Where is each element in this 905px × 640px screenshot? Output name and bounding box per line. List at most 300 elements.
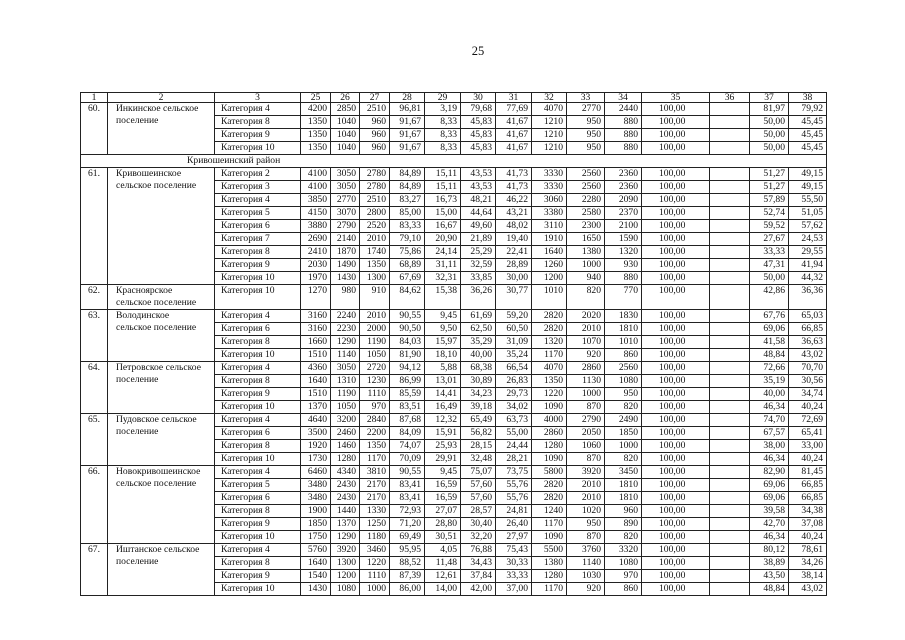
value-col-28: 87,39	[390, 570, 425, 583]
data-table	[80, 92, 827, 596]
value-col-25: 3160	[301, 323, 331, 336]
value-col-25: 1350	[301, 142, 331, 155]
value-col-27: 2010	[360, 233, 390, 246]
value-col-33: 820	[567, 285, 605, 310]
value-col-30: 61,69	[461, 310, 496, 323]
value-col-37: 46,34	[750, 453, 789, 466]
value-col-33: 1650	[567, 233, 605, 246]
value-col-27: 2200	[360, 427, 390, 440]
value-col-35: 100,00	[642, 375, 710, 388]
value-col-38: 65,03	[789, 310, 827, 323]
category-cell: Категория 10	[215, 142, 301, 155]
value-col-29: 16,67	[425, 220, 461, 233]
value-col-35: 100,00	[642, 233, 710, 246]
value-col-36	[710, 285, 750, 310]
value-col-34: 1810	[605, 479, 642, 492]
value-col-30: 57,60	[461, 492, 496, 505]
value-col-37: 47,31	[750, 259, 789, 272]
value-col-36	[710, 453, 750, 466]
value-col-32: 1170	[532, 583, 567, 596]
value-col-27: 2170	[360, 492, 390, 505]
page-number: 25	[471, 44, 485, 58]
value-col-30: 35,29	[461, 336, 496, 349]
value-col-25: 1900	[301, 505, 331, 518]
value-col-34: 1080	[605, 375, 642, 388]
value-col-36	[710, 414, 750, 427]
value-col-34: 3450	[605, 466, 642, 479]
value-col-29: 15,11	[425, 168, 461, 181]
value-col-35: 100,00	[642, 570, 710, 583]
value-col-33: 1060	[567, 440, 605, 453]
category-cell: Категория 2	[215, 168, 301, 181]
value-col-26: 1490	[331, 259, 360, 272]
row-number: 61.	[81, 168, 108, 285]
category-cell: Категория 8	[215, 440, 301, 453]
value-col-38: 40,24	[789, 531, 827, 544]
value-col-30: 37,84	[461, 570, 496, 583]
value-col-35: 100,00	[642, 479, 710, 492]
value-col-36	[710, 142, 750, 155]
value-col-29: 15,00	[425, 207, 461, 220]
value-col-32: 1280	[532, 440, 567, 453]
value-col-28: 84,89	[390, 168, 425, 181]
category-cell: Категория 8	[215, 116, 301, 129]
value-col-27: 2800	[360, 207, 390, 220]
category-cell: Категория 6	[215, 220, 301, 233]
value-col-29: 8,33	[425, 142, 461, 155]
value-col-25: 1850	[301, 518, 331, 531]
category-cell: Категория 4	[215, 414, 301, 427]
value-col-32: 1090	[532, 453, 567, 466]
header-row	[81, 93, 827, 103]
value-col-29: 4,05	[425, 544, 461, 557]
value-col-35: 100,00	[642, 336, 710, 349]
row-number: 63.	[81, 310, 108, 362]
value-col-25: 1270	[301, 285, 331, 310]
value-col-33: 2770	[567, 103, 605, 116]
value-col-28: 84,09	[390, 427, 425, 440]
header-col-29: 29	[425, 93, 461, 103]
value-col-29: 8,33	[425, 116, 461, 129]
value-col-32: 4070	[532, 103, 567, 116]
value-col-37: 27,67	[750, 233, 789, 246]
value-col-28: 71,20	[390, 518, 425, 531]
value-col-31: 75,43	[496, 544, 532, 557]
value-col-25: 2410	[301, 246, 331, 259]
value-col-31: 33,33	[496, 570, 532, 583]
value-col-29: 11,48	[425, 557, 461, 570]
value-col-27: 1250	[360, 518, 390, 531]
settlement-name: Инкинское сельское поселение	[108, 103, 215, 155]
value-col-28: 96,81	[390, 103, 425, 116]
settlement-name: Петровское сельское поселение	[108, 362, 215, 414]
value-col-31: 63,73	[496, 414, 532, 427]
value-col-28: 72,93	[390, 505, 425, 518]
value-col-32: 1220	[532, 388, 567, 401]
value-col-33: 920	[567, 583, 605, 596]
value-col-37: 69,06	[750, 323, 789, 336]
header-col-38: 38	[789, 93, 827, 103]
value-col-34: 960	[605, 505, 642, 518]
value-col-27: 2720	[360, 362, 390, 375]
value-col-35: 100,00	[642, 168, 710, 181]
value-col-28: 70,09	[390, 453, 425, 466]
value-col-31: 59,20	[496, 310, 532, 323]
category-cell: Категория 3	[215, 181, 301, 194]
value-col-37: 67,57	[750, 427, 789, 440]
value-col-35: 100,00	[642, 401, 710, 414]
value-col-38: 45,45	[789, 142, 827, 155]
value-col-27: 1050	[360, 349, 390, 362]
value-col-31: 66,54	[496, 362, 532, 375]
value-col-33: 950	[567, 129, 605, 142]
value-col-27: 1740	[360, 246, 390, 259]
category-cell: Категория 10	[215, 531, 301, 544]
value-col-31: 30,33	[496, 557, 532, 570]
value-col-27: 1350	[360, 259, 390, 272]
category-cell: Категория 5	[215, 207, 301, 220]
value-col-29: 29,91	[425, 453, 461, 466]
value-col-25: 4150	[301, 207, 331, 220]
value-col-34: 3320	[605, 544, 642, 557]
value-col-34: 1810	[605, 323, 642, 336]
value-col-37: 51,27	[750, 168, 789, 181]
value-col-34: 1810	[605, 492, 642, 505]
value-col-31: 37,00	[496, 583, 532, 596]
row-number: 67.	[81, 544, 108, 596]
value-col-34: 860	[605, 583, 642, 596]
value-col-37: 42,86	[750, 285, 789, 310]
category-cell: Категория 9	[215, 388, 301, 401]
value-col-26: 3050	[331, 168, 360, 181]
value-col-38: 36,36	[789, 285, 827, 310]
value-col-36	[710, 310, 750, 323]
value-col-32: 1170	[532, 518, 567, 531]
value-col-38: 33,00	[789, 440, 827, 453]
value-col-26: 1310	[331, 375, 360, 388]
value-col-28: 86,00	[390, 583, 425, 596]
value-col-25: 3480	[301, 492, 331, 505]
value-col-36	[710, 246, 750, 259]
value-col-36	[710, 401, 750, 414]
value-col-28: 84,03	[390, 336, 425, 349]
value-col-26: 2460	[331, 427, 360, 440]
value-col-26: 1440	[331, 505, 360, 518]
value-col-27: 2780	[360, 168, 390, 181]
value-col-38: 66,85	[789, 492, 827, 505]
settlement-name: Пудовское сельское поселение	[108, 414, 215, 466]
value-col-37: 35,19	[750, 375, 789, 388]
value-col-25: 1660	[301, 336, 331, 349]
value-col-29: 15,91	[425, 427, 461, 440]
value-col-28: 81,90	[390, 349, 425, 362]
value-col-36	[710, 479, 750, 492]
value-col-30: 28,57	[461, 505, 496, 518]
value-col-26: 1040	[331, 116, 360, 129]
value-col-32: 1260	[532, 259, 567, 272]
value-col-33: 2010	[567, 323, 605, 336]
category-cell: Категория 6	[215, 323, 301, 336]
value-col-33: 1140	[567, 557, 605, 570]
value-col-32: 2820	[532, 492, 567, 505]
value-col-30: 32,48	[461, 453, 496, 466]
header-col-27: 27	[360, 93, 390, 103]
value-col-25: 4360	[301, 362, 331, 375]
table-row	[81, 103, 827, 116]
settlement-name: Кривошеинское сельское поселение	[108, 168, 215, 285]
value-col-29: 12,61	[425, 570, 461, 583]
category-cell: Категория 8	[215, 375, 301, 388]
category-cell: Категория 8	[215, 557, 301, 570]
value-col-36	[710, 466, 750, 479]
value-col-38: 34,38	[789, 505, 827, 518]
value-col-26: 1280	[331, 453, 360, 466]
category-cell: Категория 4	[215, 103, 301, 116]
value-col-34: 1590	[605, 233, 642, 246]
category-cell: Категория 10	[215, 583, 301, 596]
value-col-38: 79,92	[789, 103, 827, 116]
value-col-30: 68,38	[461, 362, 496, 375]
value-col-28: 75,86	[390, 246, 425, 259]
value-col-30: 39,18	[461, 401, 496, 414]
value-col-27: 1110	[360, 570, 390, 583]
value-col-38: 44,32	[789, 272, 827, 285]
value-col-32: 1320	[532, 336, 567, 349]
value-col-27: 2000	[360, 323, 390, 336]
value-col-34: 880	[605, 272, 642, 285]
value-col-29: 32,31	[425, 272, 461, 285]
value-col-28: 91,67	[390, 116, 425, 129]
value-col-35: 100,00	[642, 285, 710, 310]
value-col-34: 950	[605, 388, 642, 401]
value-col-37: 48,84	[750, 349, 789, 362]
value-col-38: 49,15	[789, 181, 827, 194]
value-col-27: 1180	[360, 531, 390, 544]
value-col-38: 45,45	[789, 129, 827, 142]
value-col-34: 1830	[605, 310, 642, 323]
value-col-28: 83,33	[390, 220, 425, 233]
value-col-33: 2020	[567, 310, 605, 323]
value-col-29: 8,33	[425, 129, 461, 142]
value-col-32: 1090	[532, 401, 567, 414]
value-col-38: 38,14	[789, 570, 827, 583]
value-col-25: 1350	[301, 129, 331, 142]
value-col-26: 3050	[331, 362, 360, 375]
table-row	[81, 544, 827, 557]
value-col-28: 85,00	[390, 207, 425, 220]
value-col-34: 860	[605, 349, 642, 362]
value-col-25: 1350	[301, 116, 331, 129]
category-cell: Категория 4	[215, 362, 301, 375]
value-col-28: 87,68	[390, 414, 425, 427]
header-col-35: 35	[642, 93, 710, 103]
value-col-31: 30,77	[496, 285, 532, 310]
value-col-32: 1910	[532, 233, 567, 246]
value-col-35: 100,00	[642, 466, 710, 479]
value-col-33: 2300	[567, 220, 605, 233]
value-col-37: 46,34	[750, 531, 789, 544]
value-col-31: 28,21	[496, 453, 532, 466]
category-cell: Категория 8	[215, 505, 301, 518]
value-col-32: 3380	[532, 207, 567, 220]
value-col-25: 1510	[301, 349, 331, 362]
value-col-30: 21,89	[461, 233, 496, 246]
value-col-35: 100,00	[642, 362, 710, 375]
value-col-33: 1130	[567, 375, 605, 388]
value-col-25: 4200	[301, 103, 331, 116]
value-col-36	[710, 181, 750, 194]
value-col-36	[710, 557, 750, 570]
value-col-32: 1170	[532, 349, 567, 362]
header-col-2: 2	[108, 93, 215, 103]
value-col-38: 43,02	[789, 583, 827, 596]
value-col-26: 1300	[331, 557, 360, 570]
value-col-38: 51,05	[789, 207, 827, 220]
value-col-37: 50,00	[750, 142, 789, 155]
table-row	[81, 362, 827, 375]
value-col-38: 40,24	[789, 453, 827, 466]
value-col-25: 1370	[301, 401, 331, 414]
value-col-32: 2820	[532, 323, 567, 336]
value-col-31: 19,40	[496, 233, 532, 246]
value-col-27: 2170	[360, 479, 390, 492]
value-col-25: 3880	[301, 220, 331, 233]
category-cell: Категория 5	[215, 479, 301, 492]
value-col-29: 31,11	[425, 259, 461, 272]
value-col-26: 2140	[331, 233, 360, 246]
value-col-32: 3330	[532, 168, 567, 181]
value-col-28: 94,12	[390, 362, 425, 375]
value-col-25: 2030	[301, 259, 331, 272]
table-row	[81, 168, 827, 181]
value-col-33: 2010	[567, 492, 605, 505]
value-col-29: 30,51	[425, 531, 461, 544]
value-col-36	[710, 531, 750, 544]
value-col-31: 77,69	[496, 103, 532, 116]
value-col-32: 1350	[532, 375, 567, 388]
category-cell: Категория 7	[215, 233, 301, 246]
value-col-30: 25,29	[461, 246, 496, 259]
value-col-29: 16,59	[425, 479, 461, 492]
value-col-34: 2440	[605, 103, 642, 116]
value-col-28: 86,99	[390, 375, 425, 388]
value-col-33: 2790	[567, 414, 605, 427]
value-col-34: 770	[605, 285, 642, 310]
value-col-30: 49,60	[461, 220, 496, 233]
value-col-26: 1190	[331, 388, 360, 401]
value-col-36	[710, 544, 750, 557]
value-col-31: 30,00	[496, 272, 532, 285]
value-col-27: 1170	[360, 453, 390, 466]
header-col-3: 3	[215, 93, 301, 103]
table-row	[81, 414, 827, 427]
value-col-25: 1970	[301, 272, 331, 285]
category-cell: Категория 10	[215, 285, 301, 310]
value-col-30: 56,82	[461, 427, 496, 440]
value-col-27: 1000	[360, 583, 390, 596]
value-col-29: 5,88	[425, 362, 461, 375]
value-col-30: 45,83	[461, 129, 496, 142]
value-col-29: 15,97	[425, 336, 461, 349]
header-col-32: 32	[532, 93, 567, 103]
value-col-31: 41,73	[496, 168, 532, 181]
value-col-36	[710, 259, 750, 272]
value-col-35: 100,00	[642, 142, 710, 155]
value-col-35: 100,00	[642, 583, 710, 596]
value-col-38: 81,45	[789, 466, 827, 479]
value-col-34: 1000	[605, 440, 642, 453]
value-col-33: 1030	[567, 570, 605, 583]
value-col-32: 1240	[532, 505, 567, 518]
value-col-33: 1020	[567, 505, 605, 518]
value-col-35: 100,00	[642, 323, 710, 336]
value-col-32: 1210	[532, 116, 567, 129]
value-col-28: 74,07	[390, 440, 425, 453]
value-col-26: 1080	[331, 583, 360, 596]
header-col-37: 37	[750, 93, 789, 103]
value-col-35: 100,00	[642, 259, 710, 272]
value-col-35: 100,00	[642, 207, 710, 220]
settlement-name: Новокривошеинское сельское поселение	[108, 466, 215, 544]
value-col-33: 2050	[567, 427, 605, 440]
value-col-36	[710, 194, 750, 207]
value-col-25: 4100	[301, 181, 331, 194]
header-col-36: 36	[710, 93, 750, 103]
value-col-25: 3480	[301, 479, 331, 492]
value-col-26: 1050	[331, 401, 360, 414]
category-cell: Категория 10	[215, 401, 301, 414]
value-col-30: 40,00	[461, 349, 496, 362]
value-col-37: 40,00	[750, 388, 789, 401]
value-col-26: 4340	[331, 466, 360, 479]
value-col-37: 50,00	[750, 272, 789, 285]
value-col-29: 14,00	[425, 583, 461, 596]
value-col-34: 1010	[605, 336, 642, 349]
value-col-25: 6460	[301, 466, 331, 479]
value-col-26: 2430	[331, 492, 360, 505]
value-col-34: 2370	[605, 207, 642, 220]
value-col-26: 3070	[331, 207, 360, 220]
value-col-36	[710, 518, 750, 531]
row-number: 60.	[81, 103, 108, 155]
value-col-34: 820	[605, 453, 642, 466]
value-col-29: 18,10	[425, 349, 461, 362]
value-col-31: 28,89	[496, 259, 532, 272]
value-col-30: 36,26	[461, 285, 496, 310]
value-col-30: 42,00	[461, 583, 496, 596]
value-col-32: 1280	[532, 570, 567, 583]
value-col-33: 950	[567, 142, 605, 155]
value-col-36	[710, 570, 750, 583]
row-number: 66.	[81, 466, 108, 544]
value-col-32: 1640	[532, 246, 567, 259]
value-col-25: 3500	[301, 427, 331, 440]
value-col-29: 16,73	[425, 194, 461, 207]
value-col-30: 30,89	[461, 375, 496, 388]
value-col-29: 20,90	[425, 233, 461, 246]
value-col-28: 83,51	[390, 401, 425, 414]
value-col-27: 1110	[360, 388, 390, 401]
value-col-27: 910	[360, 285, 390, 310]
value-col-38: 36,63	[789, 336, 827, 349]
value-col-37: 82,90	[750, 466, 789, 479]
value-col-28: 90,50	[390, 323, 425, 336]
value-col-30: 45,83	[461, 116, 496, 129]
value-col-33: 950	[567, 518, 605, 531]
value-col-35: 100,00	[642, 544, 710, 557]
value-col-33: 950	[567, 116, 605, 129]
value-col-30: 28,15	[461, 440, 496, 453]
